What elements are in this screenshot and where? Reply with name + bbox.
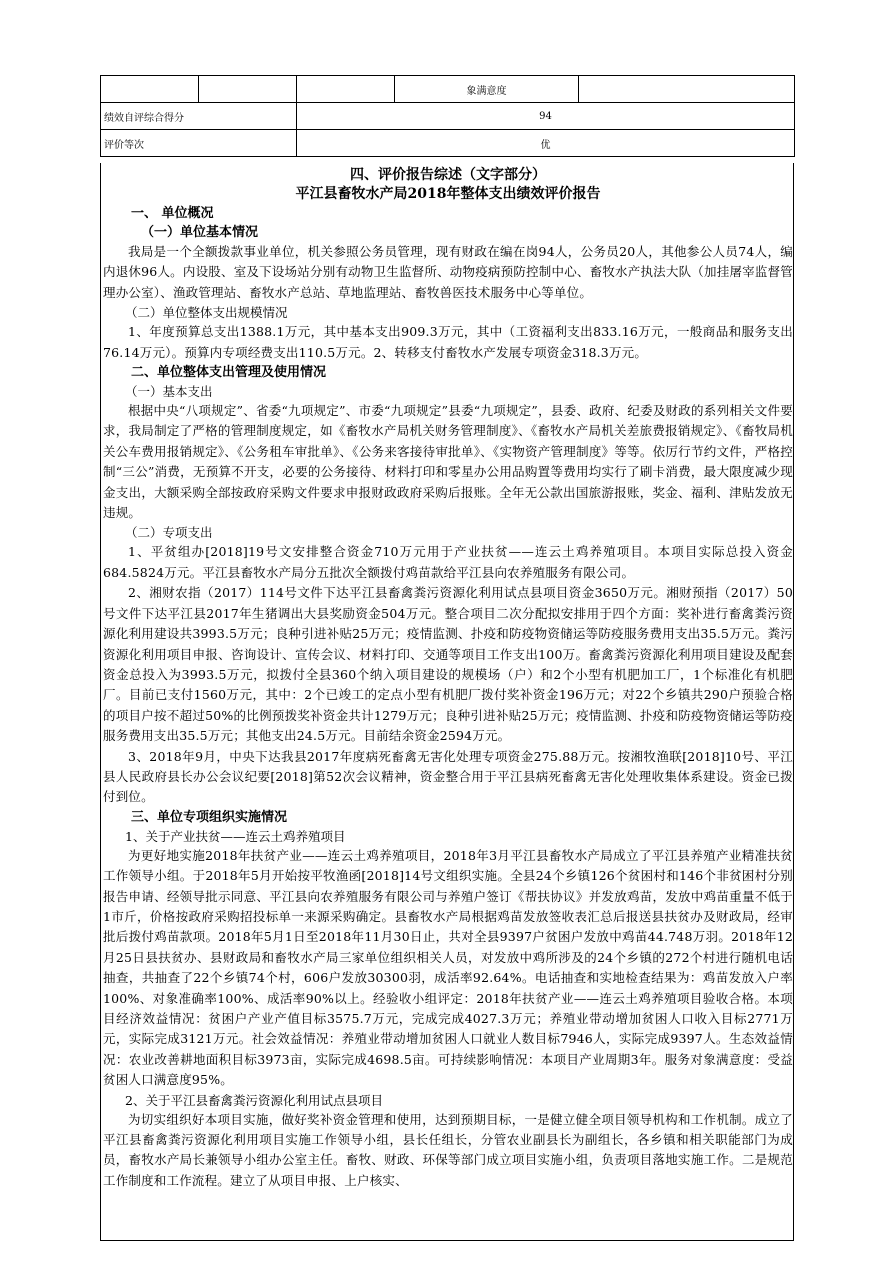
table-cell bbox=[199, 76, 297, 103]
report-body bbox=[103, 166, 793, 1191]
paragraph-expense-scale: 1、年度预算总支出1388.1万元，其中基本支出909.3万元，其中（工资福利支出833.16万元，一般商品和服务支出76.14万元）。预算内专项经费支出110.5万元。2、转移支付畜牧水产发展专项资金318.3万元。 bbox=[103, 324, 793, 360]
grade-value: 优 bbox=[297, 130, 795, 157]
score-label: 绩效自评综合得分 bbox=[101, 103, 297, 130]
heading-manure-project: 2、关于平江县畜禽粪污资源化利用试点县项目 bbox=[125, 1092, 383, 1108]
table-cell bbox=[297, 76, 395, 103]
score-value: 94 bbox=[297, 103, 795, 130]
evaluation-summary-table bbox=[100, 75, 795, 157]
paragraph-poverty-project: 为更好地实施2018年扶贫产业——连云土鸡养殖项目，2018年3月平江县畜牧水产局成立了平江县养殖产业精准扶贫工作领导小组。于2018年5月开始按平牧渔函[2018]14号文组织实施。全县24个乡镇126个贫困村和146个非贫困村分别报告申请、经领导批示同意、平江县向农养殖服务有限公司与养殖户签订《帮扶协议》并发放鸡苗，发放中鸡苗重量不低于1市斤，价格按政府采购招投标单一来源采购确定。县畜牧水产局根据鸡苗发放签收表汇总后报送县扶贫办及财政局，经审批后拨付鸡苗款项。2018年5月1日至2018年11月30日止，共对全县9397户贫困户发放中鸡苗44.748万羽。2018年12月25日县扶贫办、县财政局和畜牧水产局三家单位组织相关人员，对发放中鸡所涉及的24个乡镇的272个村进行随机电话抽查，共抽查了22个乡镇74个村，606户发放30300羽，成活率92.64%。电话抽查和实地检查结果为：鸡苗发放入户率100%、对象准确率100%、成活率90%以上。经验收小组评定：2018年扶贫产业——连云土鸡养殖项目验收合格。本项目经济效益情况：贫困户产业产值目标3575.7万元，完成完成4027.3万元；养殖业带动增加贫困人口收入目标2771万元，实际完成3121万元。社会效益情况：养殖业带动增加贫困人口就业人数目标7946人，实际完成9397人。生态效益情况：农业改善耕地面积目标3973亩，实际完成4698.5亩。可持续影响情况：本项目产业周期3年。服务对象满意度：受益贫困人口满意度95%。 bbox=[103, 847, 793, 1088]
heading-poverty-project: 1、关于产业扶贫——连云土鸡养殖项目 bbox=[125, 828, 346, 844]
heading-expense-management: 二、单位整体支出管理及使用情况 bbox=[131, 365, 327, 381]
heading-special-expense: （二）专项支出 bbox=[125, 525, 213, 541]
paragraph-special-expense-2: 2、湘财农指（2017）114号文件下达平江县畜禽粪污资源化利用试点县项目资金3650万元。湘财预指（2017）50号文件下达平江县2017年生猪调出大县奖励资金504万元。整合项目二次分配拟安排用于四个方面：奖补进行畜禽粪污资源化利用建设共3993.5万元；良种引进补贴25万元；疫情监测、扑疫和防疫物资储运等防疫服务费用支出35.5万元。粪污资源化利用项目申报、咨询设计、宣传会议、材料打印、交通等项目工作支出100万。畜禽粪污资源化利用项目建设及配套资金总投入为3993.5万元，拟拨付全县360个纳入项目建设的规模场（户）和2个小型有机肥加工厂，1个标准化有机肥厂。目前已支付1560万元，其中：2个已竣工的定点小型有机肥厂拨付奖补资金196万元；对22个乡镇共290户预验合格的项目户按不超过50%的比例预拨奖补资金共计1279万元；良种引进补贴25万元；疫情监测、扑疫和防疫物资储运等防疫服务费用支出35.5万元；其他支出24.5万元。目前结余资金2594万元。 bbox=[103, 585, 793, 744]
section-title: 四、评价报告综述（文字部分） bbox=[350, 167, 546, 183]
paragraph-special-expense-1: 1、平贫组办[2018]19号文安排整合资金710万元用于产业扶贫——连云土鸡养殖项目。本项目实际总投入资金684.5824万元。平江县畜牧水产局分五批次全额拨付鸡苗款给平江县向农养殖服务有限公司。 bbox=[103, 544, 793, 580]
table-row bbox=[101, 76, 795, 103]
report-title: 平江县畜牧水产局2018年整体支出绩效评价报告 bbox=[295, 186, 601, 202]
heading-unit-overview: 一、 单位概况 bbox=[131, 206, 214, 221]
table-cell bbox=[579, 76, 795, 103]
satisfaction-label: 象满意度 bbox=[395, 76, 579, 103]
table-row bbox=[101, 130, 795, 157]
paragraph-special-expense-3: 3、2018年9月，中央下达我县2017年度病死畜禽无害化处理专项资金275.88万元。按湘牧渔联[2018]10号、平江县人民政府县长办公会议纪要[2018]第52次会议精神，资金整合用于平江县病死畜禽无害化处理收集体系建设。资金已拨付到位。 bbox=[103, 748, 793, 805]
paragraph-basic-expense: 根据中央“八项规定”、省委“九项规定”、市委“九项规定”县委“九项规定”，县委、政府、纪委及财政的系列相关文件要求，我局制定了严格的管理制度规定，如《畜牧水产局机关财务管理制度》、《畜牧水产局机关差旅费报销规定》、《畜牧局机关公车费用报销规定》、《公务租车审批单》、《公务来客接待审批单》、《实物资产管理制度》等等。依厉行节约文件，严格控制“三公”消费，无预算不开支，必要的公务接待、材料打印和零星办公用品购置等费用均实行了刷卡消费，最大限度减少现金支出，大额采购全部按政府采购文件要求申报财政政府采购后报账。全年无公款出国旅游报账，奖金、福利、津贴发放无违规。 bbox=[103, 403, 793, 521]
grade-label: 评价等次 bbox=[101, 130, 297, 157]
table-cell bbox=[101, 76, 199, 103]
paragraph-manure-project: 为切实组织好本项目实施，做好奖补资金管理和使用，达到预期目标，一是健立健全项目领导机构和工作机制。成立了平江县畜禽粪污资源化利用项目实施工作领导小组，县长任组长，分管农业副县长为副组长，各乡镇和相关职能部门为成员，畜牧水产局长兼领导小组办公室主任。畜牧、财政、环保等部门成立项目实施小组，负责项目落地实施工作。二是规范工作制度和工作流程。建立了从项目申报、上户核实、 bbox=[103, 1111, 793, 1188]
heading-basic-info: （一）单位基本情况 bbox=[141, 225, 259, 240]
heading-expense-scale: （二）单位整体支出规模情况 bbox=[125, 305, 288, 321]
heading-basic-expense: （一）基本支出 bbox=[125, 384, 213, 400]
table-row bbox=[101, 103, 795, 130]
heading-special-organization: 三、单位专项组织实施情况 bbox=[131, 809, 288, 825]
paragraph-basic-info: 我局是一个全额拨款事业单位，机关参照公务员管理，现有财政在编在岗94人，公务员20人，其他参公人员74人，编内退休96人。内设股、室及下设场站分别有动物卫生监督所、动物疫病预防控制中心、畜牧水产执法大队（加挂屠宰监督管理办公室）、渔政管理站、畜牧水产总站、草地监理站、畜牧兽医技术服务中心等单位。 bbox=[103, 244, 793, 300]
